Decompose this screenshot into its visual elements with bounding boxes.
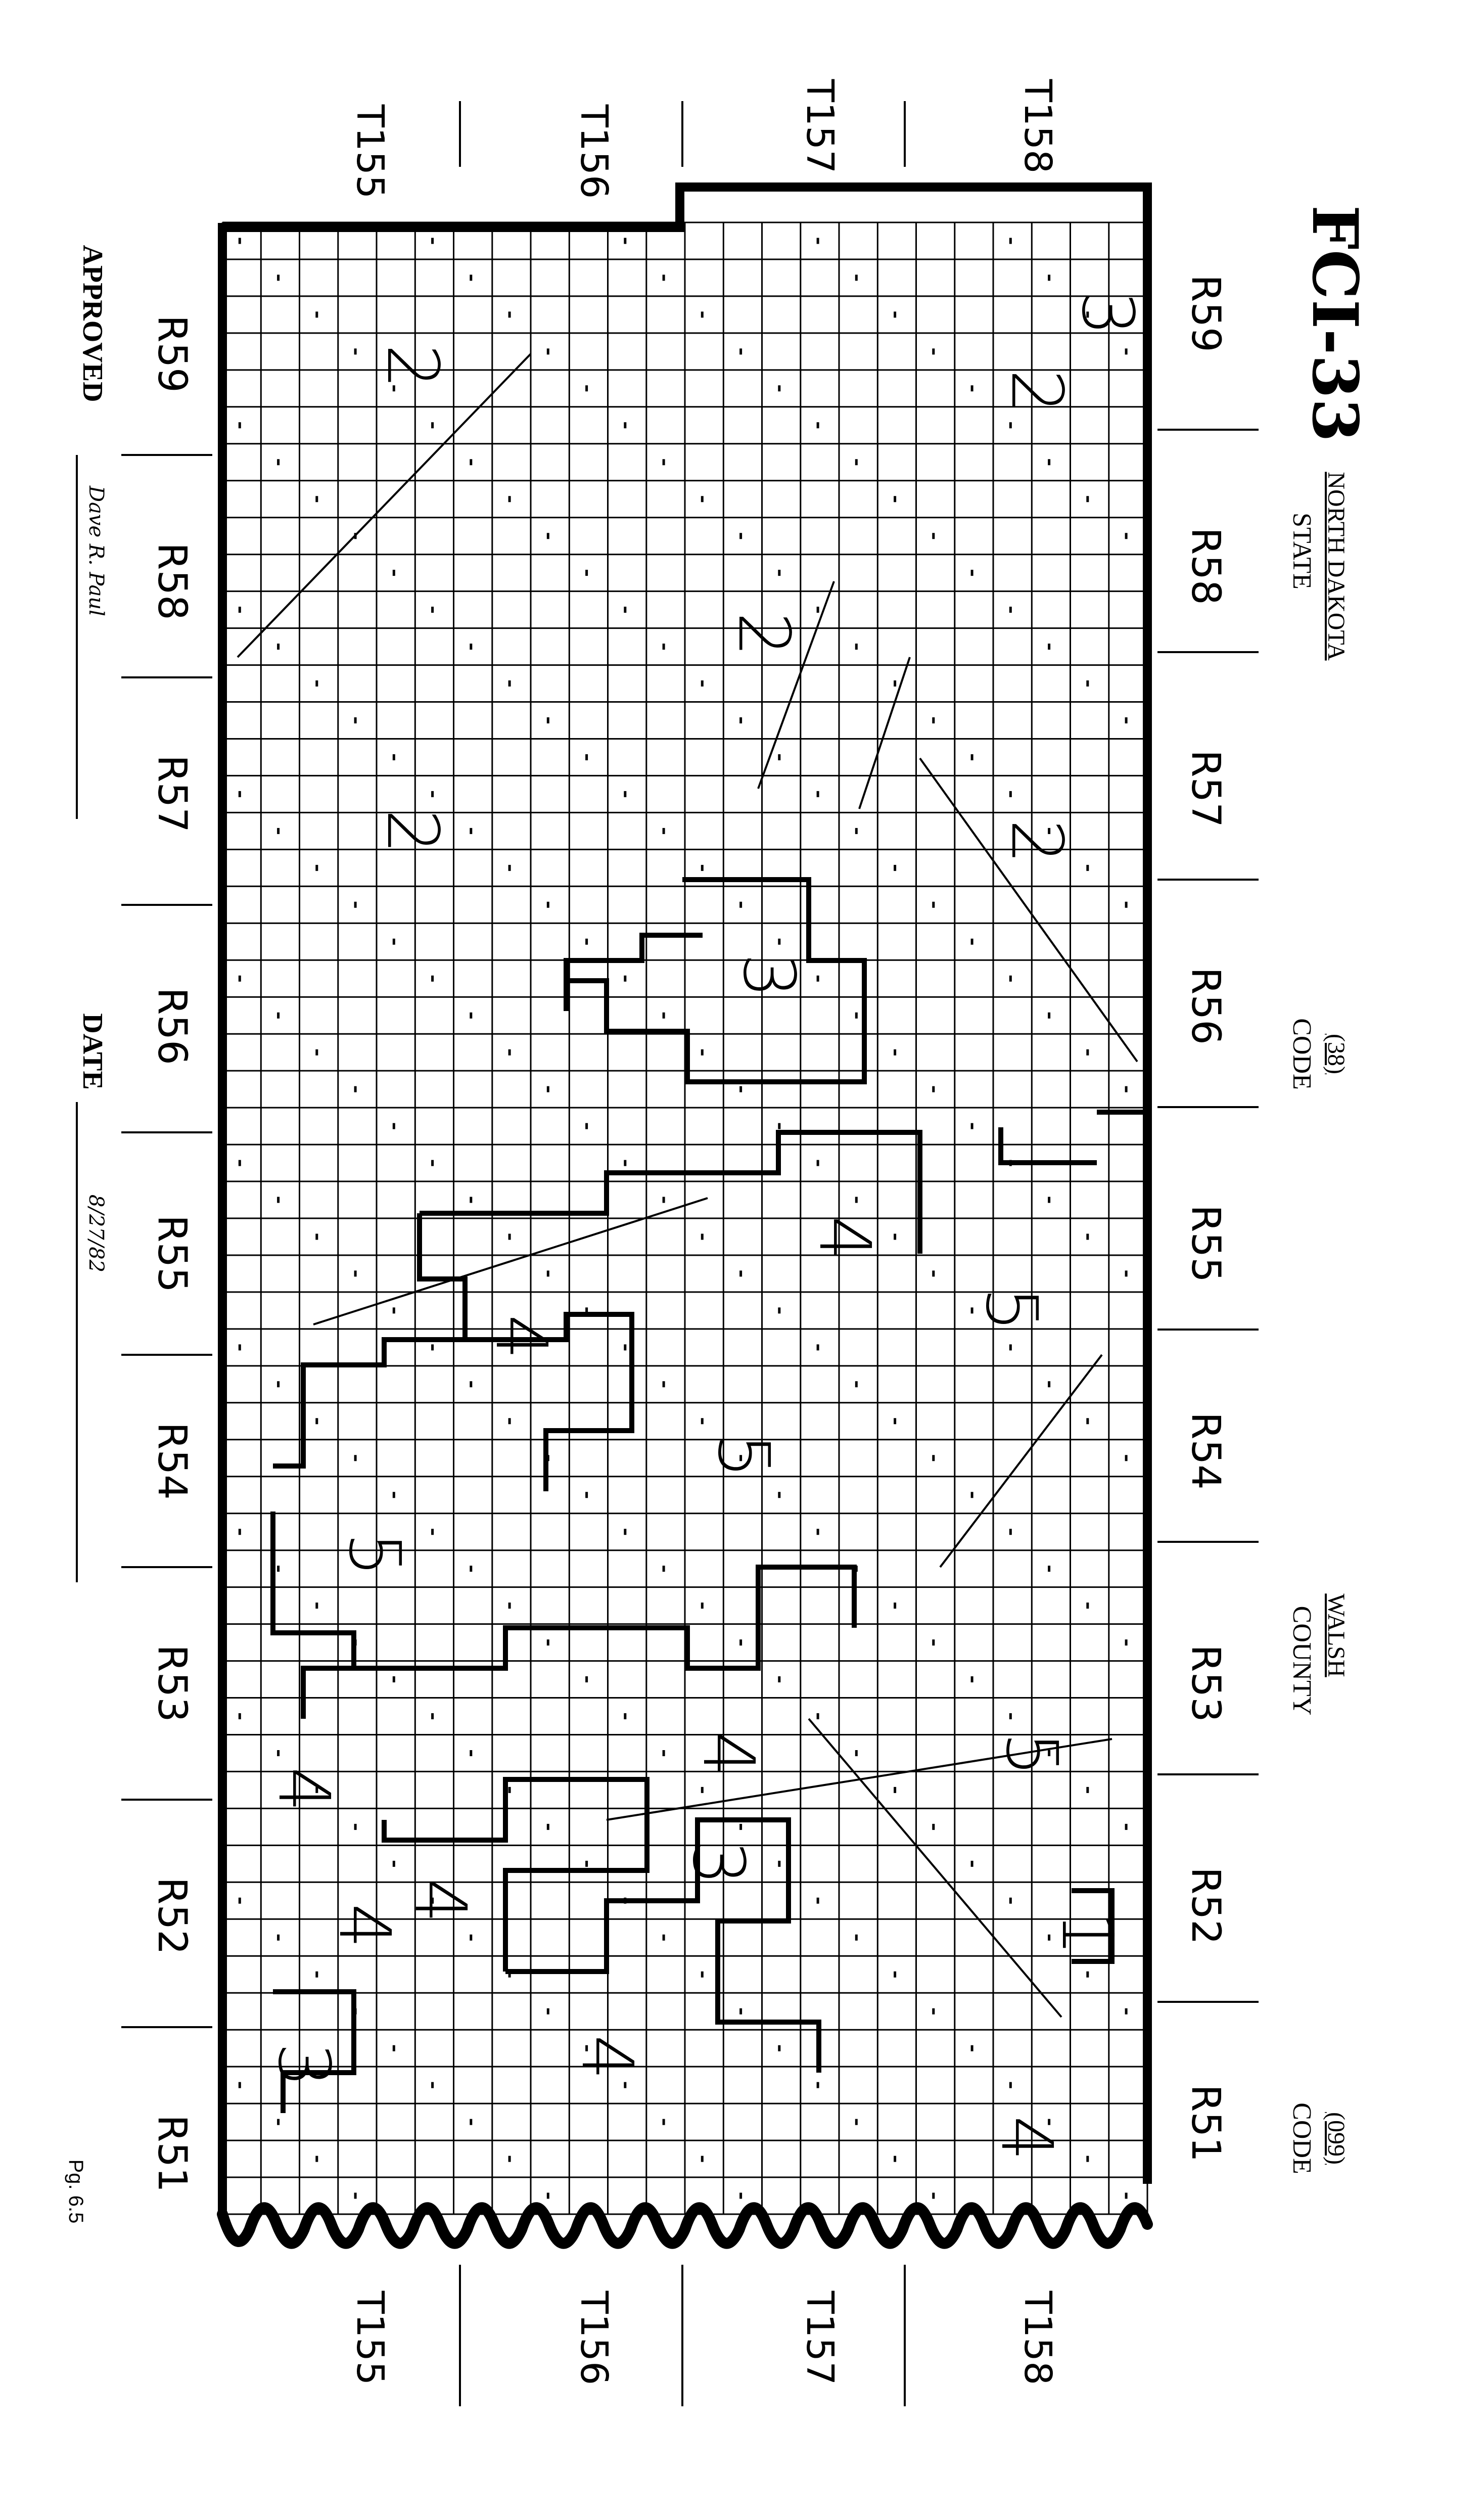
date-value: 8/27/82 bbox=[84, 1194, 108, 1273]
range-right-r54: R54 bbox=[1183, 1412, 1228, 1490]
township-top-t157: T157 bbox=[798, 79, 842, 174]
zone-border-line bbox=[273, 1213, 465, 1466]
road-line bbox=[238, 354, 531, 657]
range-left-r53: R53 bbox=[149, 1644, 195, 1722]
range-left-r51: R51 bbox=[149, 2115, 195, 2192]
range-left-r52: R52 bbox=[149, 1877, 195, 1955]
zone-label: 5 bbox=[702, 1433, 784, 1479]
zone-label: 4 bbox=[985, 2116, 1068, 2161]
zone-label: 4 bbox=[687, 1731, 769, 1777]
county-code: (099) bbox=[1323, 2112, 1350, 2165]
township-top-t155: T155 bbox=[348, 104, 392, 199]
road-line bbox=[859, 657, 910, 809]
range-left-r55: R55 bbox=[149, 1215, 195, 1293]
zone-label: 5 bbox=[970, 1287, 1052, 1332]
zone-label: 2 bbox=[371, 809, 453, 854]
range-left-r59: R59 bbox=[149, 315, 195, 393]
approved-signature: Dave R. Paul bbox=[84, 486, 108, 616]
state-code: (38) bbox=[1323, 1034, 1350, 1074]
range-left-r54: R54 bbox=[149, 1422, 195, 1500]
zone-label: 3 bbox=[262, 2042, 345, 2088]
range-right-r59: R59 bbox=[1183, 274, 1228, 352]
zone-label: 4 bbox=[803, 1216, 886, 1261]
date-label: DATE bbox=[77, 1013, 108, 1090]
zone-label: 1 bbox=[1046, 1911, 1128, 1956]
county-label: COUNTY bbox=[1287, 1606, 1316, 1716]
township-bottom-t158: T158 bbox=[1016, 2291, 1059, 2386]
zone-border-line bbox=[505, 1820, 819, 2073]
township-bottom-t156: T156 bbox=[572, 2291, 616, 2386]
state-code-label: CODE bbox=[1287, 1018, 1316, 1090]
township-top-t156: T156 bbox=[572, 104, 616, 199]
range-right-r58: R58 bbox=[1183, 527, 1228, 605]
range-right-r53: R53 bbox=[1183, 1644, 1228, 1722]
range-right-r57: R57 bbox=[1183, 750, 1228, 828]
zone-border-line bbox=[566, 880, 864, 1082]
zone-border-line bbox=[566, 935, 703, 1011]
road-line bbox=[920, 758, 1137, 1062]
zone-label: 4 bbox=[480, 1314, 562, 1360]
township-bottom-t157: T157 bbox=[798, 2291, 842, 2386]
township-top-t158: T158 bbox=[1016, 79, 1059, 174]
county-name: WALSH bbox=[1323, 1593, 1350, 1677]
state-name: NORTH DAKOTA bbox=[1323, 472, 1350, 661]
range-left-r58: R58 bbox=[149, 542, 195, 620]
date-line bbox=[76, 1102, 78, 1582]
road-line bbox=[313, 1198, 708, 1324]
zone-label: 2 bbox=[995, 369, 1078, 415]
zone-label: 2 bbox=[371, 344, 453, 389]
county-code-label: CODE bbox=[1287, 2102, 1316, 2174]
range-right-r55: R55 bbox=[1183, 1205, 1228, 1283]
zone-label: 4 bbox=[399, 1878, 481, 1924]
zone-border-line bbox=[354, 1567, 854, 1668]
zone-label: 5 bbox=[333, 1532, 415, 1577]
range-left-r56: R56 bbox=[149, 987, 195, 1065]
zone-label: 2 bbox=[722, 612, 805, 657]
range-left-r57: R57 bbox=[149, 755, 195, 833]
zone-label: 5 bbox=[990, 1731, 1073, 1777]
township-bottom-t155: T155 bbox=[348, 2291, 392, 2386]
zone-label: 3 bbox=[677, 1840, 759, 1886]
zone-label: 4 bbox=[262, 1767, 345, 1812]
zone-label: 3 bbox=[1066, 291, 1148, 336]
range-right-r52: R52 bbox=[1183, 1867, 1228, 1945]
page-number: Pg. 6.5 bbox=[65, 2159, 87, 2224]
state-label: STATE bbox=[1287, 513, 1316, 589]
approved-label: APPROVED bbox=[77, 245, 108, 402]
zone-label: 4 bbox=[323, 1903, 405, 1949]
range-right-r56: R56 bbox=[1183, 967, 1228, 1045]
approved-signature-line bbox=[76, 455, 78, 819]
map-title: FCI-33 bbox=[1298, 205, 1371, 442]
zone-label: 4 bbox=[566, 2035, 648, 2080]
zone-label: 3 bbox=[727, 953, 810, 998]
zone-label: 2 bbox=[995, 819, 1078, 864]
road-line bbox=[940, 1355, 1102, 1567]
range-right-r51: R51 bbox=[1183, 2084, 1228, 2162]
